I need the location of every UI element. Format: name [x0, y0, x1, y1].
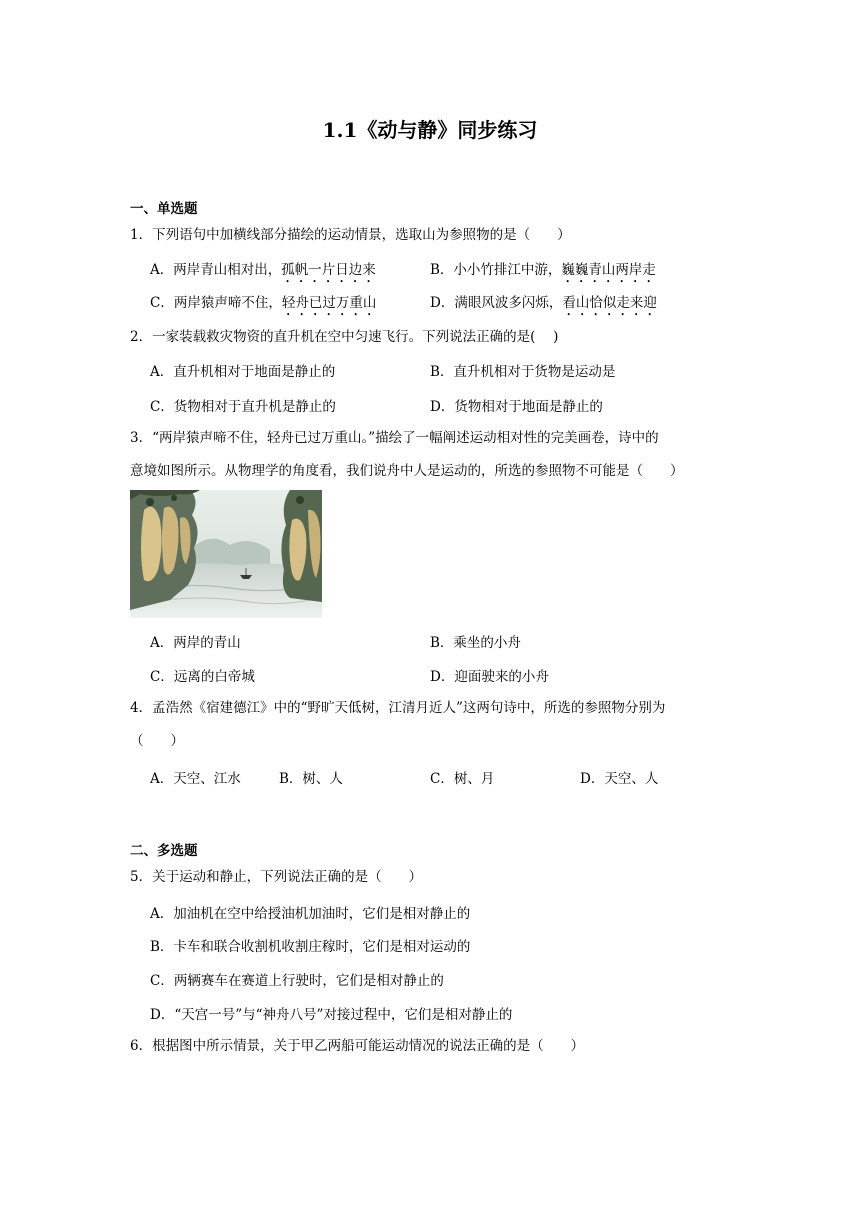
question-3-stem-line-2: 意境如图所示。从物理学的角度看，我们说舟中人是运动的，所选的参照物不可能是（ ）: [130, 463, 684, 479]
question-4-option-b: B．树、人: [279, 771, 343, 787]
section-heading-multiple-choice: 二、多选题: [130, 843, 198, 859]
question-4-stem-line-2: （ ）: [130, 733, 184, 749]
question-1-option-c: C．两岸猿声啼不住，轻舟已过万重山: [150, 295, 377, 311]
landscape-painting-image: [130, 490, 322, 618]
question-1-option-a: A．两岸青山相对出，孤帆一片日边来: [150, 262, 376, 278]
page-title: 1.1《动与静》同步练习: [322, 118, 538, 142]
question-6-stem: 6．根据图中所示情景，关于甲乙两船可能运动情况的说法正确的是（ ）: [130, 1038, 585, 1054]
question-1-stem: 1．下列语句中加横线部分描绘的运动情景，选取山为参照物的是（ ）: [130, 227, 571, 243]
question-5-stem: 5．关于运动和静止，下列说法正确的是（ ）: [130, 869, 423, 885]
question-2-option-a: A．直升机相对于地面是静止的: [150, 364, 336, 380]
question-5-option-b: B．卡车和联合收割机收割庄稼时，它们是相对运动的: [150, 939, 471, 955]
question-4-option-d: D．天空、人: [580, 771, 659, 787]
question-5-option-d: D．“天宫一号”与“神舟八号”对接过程中，它们是相对静止的: [150, 1007, 513, 1023]
question-3-option-c: C．远离的白帝城: [150, 669, 255, 685]
question-4-option-c: C．树、月: [430, 771, 495, 787]
question-5-option-a: A．加油机在空中给授油机加油时，它们是相对静止的: [150, 906, 471, 922]
section-heading-single-choice: 一、单选题: [130, 201, 198, 217]
question-2-option-c: C．货物相对于直升机是静止的: [150, 399, 336, 415]
question-3-stem-line-1: 3．“两岸猿声啼不住，轻舟已过万重山。”描绘了一幅阐述运动相对性的完美画卷，诗中的: [130, 430, 659, 446]
question-3-option-b: B．乘坐的小舟: [430, 635, 521, 651]
question-5-option-c: C．两辆赛车在赛道上行驶时，它们是相对静止的: [150, 973, 444, 989]
question-2-option-d: D．货物相对于地面是静止的: [430, 399, 603, 415]
question-3-option-d: D．迎面驶来的小舟: [430, 669, 549, 685]
question-3-option-a: A．两岸的青山: [150, 635, 241, 651]
question-1-option-b: B．小小竹排江中游，巍巍青山两岸走: [430, 262, 656, 278]
question-1-option-d: D．满眼风波多闪烁，看山恰似走来迎: [430, 295, 657, 311]
question-2-option-b: B．直升机相对于货物是运动是: [430, 364, 616, 380]
question-2-stem: 2．一家装载救灾物资的直升机在空中匀速飞行。下列说法正确的是( ): [130, 329, 559, 345]
question-4-stem-line-1: 4．孟浩然《宿建德江》中的“野旷天低树，江清月近人”这两句诗中，所选的参照物分别为: [130, 700, 666, 716]
question-4-option-a: A．天空、江水: [150, 771, 241, 787]
